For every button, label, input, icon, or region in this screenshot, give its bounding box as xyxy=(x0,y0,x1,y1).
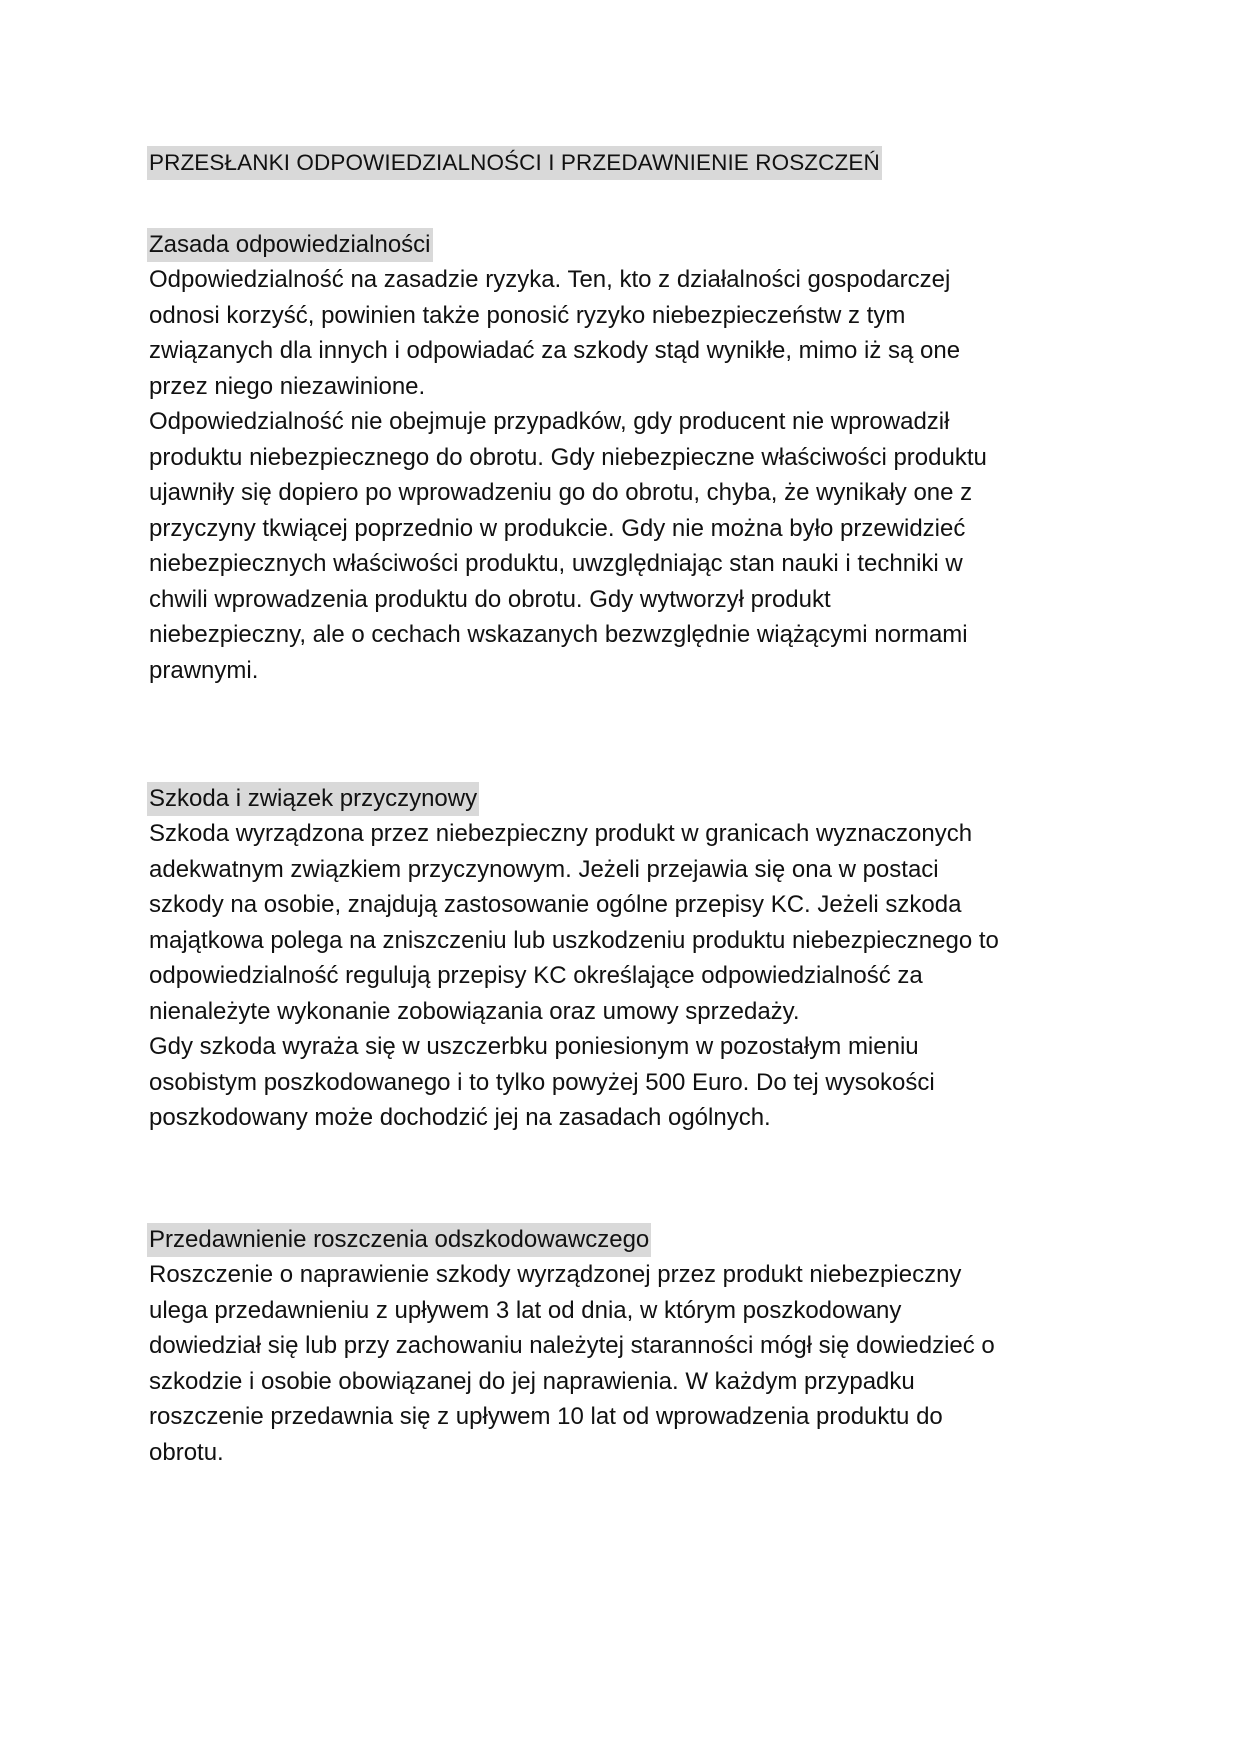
text-line: obrotu. xyxy=(149,1438,224,1466)
document-title: PRZESŁANKI ODPOWIEDZIALNOŚCI I PRZEDAWNIENIE ROSZCZEŃ xyxy=(147,146,882,180)
text-line: odnosi korzyść, powinien także ponosić ryzyko niebezpieczeństw z tym xyxy=(149,301,906,329)
section-damage-causation xyxy=(147,782,1097,1136)
text-line: niebezpiecznych właściwości produktu, uwzględniając stan nauki i techniki w xyxy=(149,550,963,577)
text-line: niebezpieczny, ale o cechach wskazanych bezwzględnie wiążącymi normami xyxy=(149,621,968,648)
paragraph xyxy=(147,1029,1097,1136)
text-line: związanych dla innych i odpowiadać za szkody stąd wynikłe, mimo iż są one xyxy=(149,337,961,364)
text-line: nienależyte wykonanie zobowiązania oraz umowy sprzedaży. xyxy=(149,997,800,1025)
text-line: przez niego niezawinione. xyxy=(149,372,426,400)
section-heading: Zasada odpowiedzialności xyxy=(147,228,433,262)
paragraph xyxy=(147,816,1097,1029)
text-line: produktu niebezpiecznego do obrotu. Gdy niebezpieczne właściwości produktu xyxy=(149,443,987,471)
text-line: chwili wprowadzenia produktu do obrotu. Gdy wytworzył produkt xyxy=(149,585,831,613)
paragraph xyxy=(147,262,1097,404)
text-line: dowiedział się lub przy zachowaniu należytej staranności mógł się dowiedzieć o xyxy=(149,1332,995,1359)
document-content xyxy=(147,146,1097,1466)
text-line: Roszczenie o naprawienie szkody wyrządzonej przez produkt niebezpieczny xyxy=(149,1261,962,1288)
title-block xyxy=(147,146,1097,180)
text-line: Gdy szkoda wyraża się w uszczerbku poniesionym w pozostałym mieniu xyxy=(149,1033,919,1060)
paragraph xyxy=(147,404,1097,688)
section-liability-principle xyxy=(147,228,1097,688)
text-line: szkody na osobie, znajdują zastosowanie ogólne przepisy KC. Jeżeli szkoda xyxy=(149,891,962,918)
section-heading: Szkoda i związek przyczynowy xyxy=(147,782,479,816)
paragraph xyxy=(147,1257,1097,1470)
text-line: prawnymi. xyxy=(149,656,259,684)
text-line: przyczyny tkwiącej poprzednio w produkcie. Gdy nie można było przewidzieć xyxy=(149,514,966,542)
section-limitation xyxy=(147,1223,1097,1470)
section-heading: Przedawnienie roszczenia odszkodowawczego xyxy=(147,1223,651,1257)
text-line: Szkoda wyrządzona przez niebezpieczny produkt w granicach wyznaczonych xyxy=(149,820,973,847)
text-line: osobistym poszkodowanego i to tylko powyżej 500 Euro. Do tej wysokości xyxy=(149,1068,935,1096)
text-line: ujawniły się dopiero po wprowadzeniu go do obrotu, chyba, że wynikały one z xyxy=(149,479,973,506)
text-line: poszkodowany może dochodzić jej na zasadach ogólnych. xyxy=(149,1104,771,1131)
text-line: adekwatnym związkiem przyczynowym. Jeżeli przejawia się ona w postaci xyxy=(149,855,939,883)
text-line: szkodzie i osobie obowiązanej do jej naprawienia. W każdym przypadku xyxy=(149,1367,915,1395)
text-line: ulega przedawnieniu z upływem 3 lat od dnia, w którym poszkodowany xyxy=(149,1296,902,1324)
text-line: odpowiedzialność regulują przepisy KC określające odpowiedzialność za xyxy=(149,962,923,989)
text-line: Odpowiedzialność nie obejmuje przypadków, gdy producent nie wprowadził xyxy=(149,408,950,435)
text-line: Odpowiedzialność na zasadzie ryzyka. Ten, kto z działalności gospodarczej xyxy=(149,266,951,293)
text-line: roszczenie przedawnia się z upływem 10 lat od wprowadzenia produktu do xyxy=(149,1403,943,1430)
text-line: majątkowa polega na zniszczeniu lub uszkodzeniu produktu niebezpiecznego to xyxy=(149,926,999,954)
